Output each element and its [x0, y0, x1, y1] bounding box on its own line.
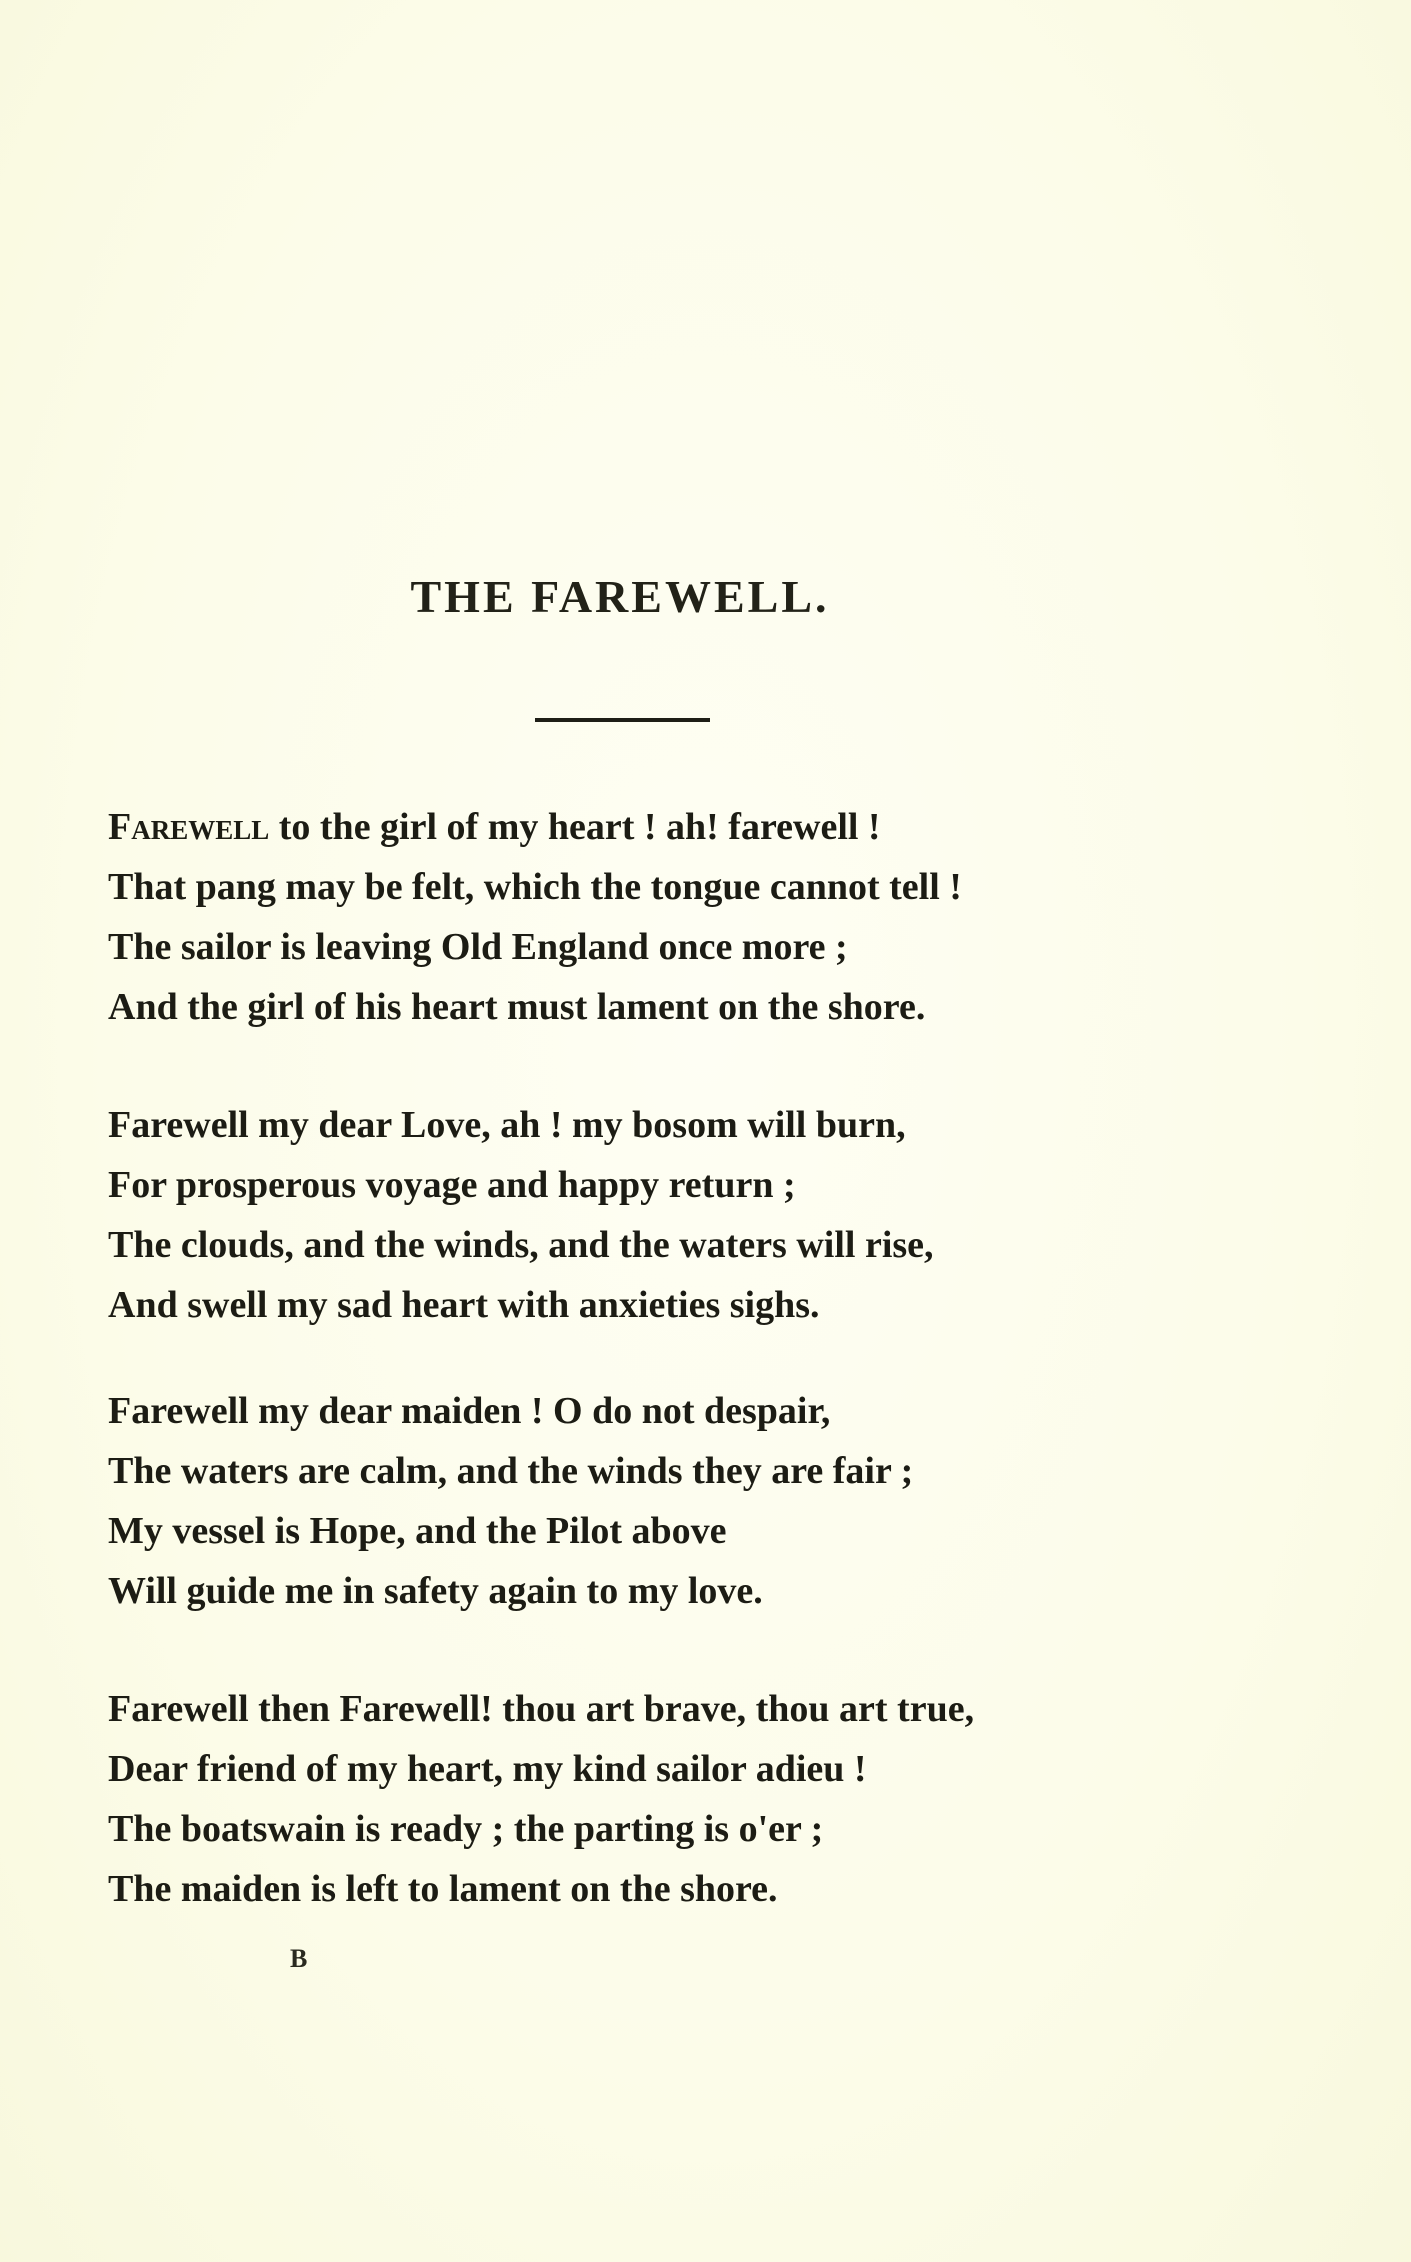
poem-line: Farewell my dear Love, ah ! my bosom will burn, [108, 1104, 906, 1146]
poem-line: The sailor is leaving Old England once more ; [108, 926, 848, 968]
line-rest: to the girl of my heart ! ah! farewell ! [269, 806, 881, 848]
poem-line: The clouds, and the winds, and the waters will rise, [108, 1224, 934, 1266]
poem-line: And the girl of his heart must lament on the shore. [108, 986, 926, 1028]
poem-line: Farewell then Farewell! thou art brave, thou art true, [108, 1688, 975, 1730]
poem-line [108, 808, 881, 846]
poem-line: The waters are calm, and the winds they are fair ; [108, 1450, 914, 1492]
poem-line: My vessel is Hope, and the Pilot above [108, 1510, 727, 1552]
signature-mark: B [290, 1944, 308, 1973]
poem-line: The maiden is left to lament on the shore. [108, 1868, 778, 1910]
poem-title: THE FAREWELL. [410, 571, 830, 622]
drop-word: Farewell [108, 806, 270, 848]
poem-line: Farewell my dear maiden ! O do not despair, [108, 1390, 831, 1432]
poem-line: For prosperous voyage and happy return ; [108, 1164, 796, 1206]
poem-line: That pang may be felt, which the tongue cannot tell ! [108, 866, 962, 908]
poem-line: Dear friend of my heart, my kind sailor adieu ! [108, 1748, 867, 1790]
poem-line: The boatswain is ready ; the parting is o'er ; [108, 1808, 824, 1850]
title-rule [535, 718, 710, 722]
poem-line: And swell my sad heart with anxieties sighs. [108, 1284, 820, 1326]
poem-line: Will guide me in safety again to my love. [108, 1570, 763, 1612]
